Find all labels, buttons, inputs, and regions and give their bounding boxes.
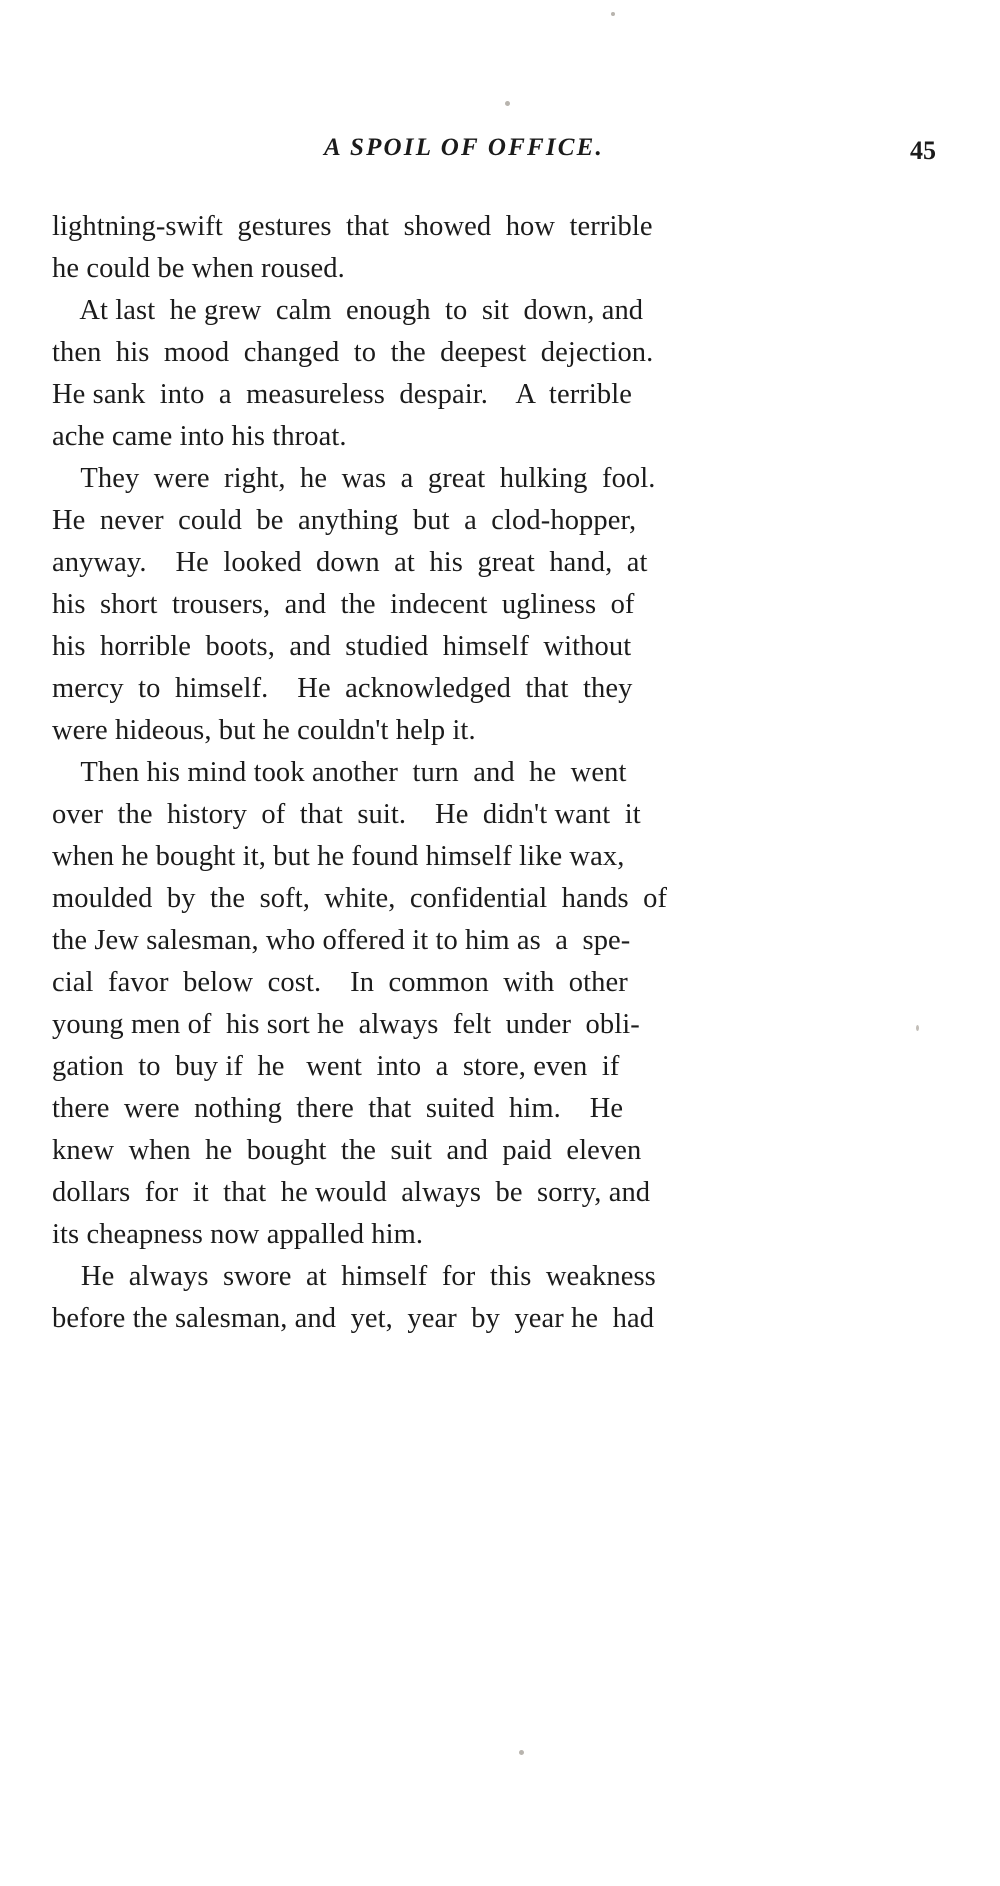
text-line: he could be when roused. xyxy=(52,253,345,284)
page-speck-upper xyxy=(505,101,510,106)
text-line: its cheapness now appalled him. xyxy=(52,1219,424,1250)
text-line: the Jew salesman, who offered it to him as a spe- xyxy=(52,925,631,956)
text-line: He never could be anything but a clod-hopper, xyxy=(52,505,637,536)
text-line: lightning-swift gestures that showed how terrible xyxy=(52,211,653,242)
running-title: A SPOIL OF OFFICE. xyxy=(324,134,604,161)
text-line: over the history of that suit. He didn't want it xyxy=(52,799,641,830)
text-line: dollars for it that he would always be sorry, and xyxy=(52,1177,651,1208)
text-line: there were nothing there that suited him. He xyxy=(52,1093,624,1124)
text-line: gation to buy if he went into a store, even if xyxy=(52,1051,620,1082)
text-line: when he bought it, but he found himself like wax, xyxy=(52,841,625,872)
text-line: cial favor below cost. In common with other xyxy=(52,967,628,998)
text-line: mercy to himself. He acknowledged that they xyxy=(52,673,633,704)
text-line: He always swore at himself for this weakness xyxy=(52,1261,656,1292)
text-line: ache came into his throat. xyxy=(52,421,347,452)
text-line: moulded by the soft, white, confidential hands of xyxy=(52,883,668,914)
page-header xyxy=(64,134,936,168)
text-line: knew when he bought the suit and paid eleven xyxy=(52,1135,642,1166)
page-speck-top xyxy=(611,12,615,16)
text-line: At last he grew calm enough to sit down, and xyxy=(52,295,644,326)
text-line: He sank into a measureless despair. A terrible xyxy=(52,379,633,410)
page-speck-bottom xyxy=(519,1750,524,1755)
text-line: before the salesman, and yet, year by year he had xyxy=(52,1303,655,1334)
text-line: his horrible boots, and studied himself without xyxy=(52,631,632,662)
text-line: They were right, he was a great hulking fool. xyxy=(52,463,656,494)
text-line: then his mood changed to the deepest dejection. xyxy=(52,337,654,368)
text-line: were hideous, but he couldn't help it. xyxy=(52,715,476,746)
page-number: 45 xyxy=(910,136,936,165)
text-line: anyway. He looked down at his great hand, at xyxy=(52,547,648,578)
text-line: his short trousers, and the indecent ugliness of xyxy=(52,589,635,620)
text-line: Then his mind took another turn and he went xyxy=(52,757,627,788)
body-text xyxy=(52,206,948,1340)
text-line: young men of his sort he always felt under obli- xyxy=(52,1009,640,1040)
